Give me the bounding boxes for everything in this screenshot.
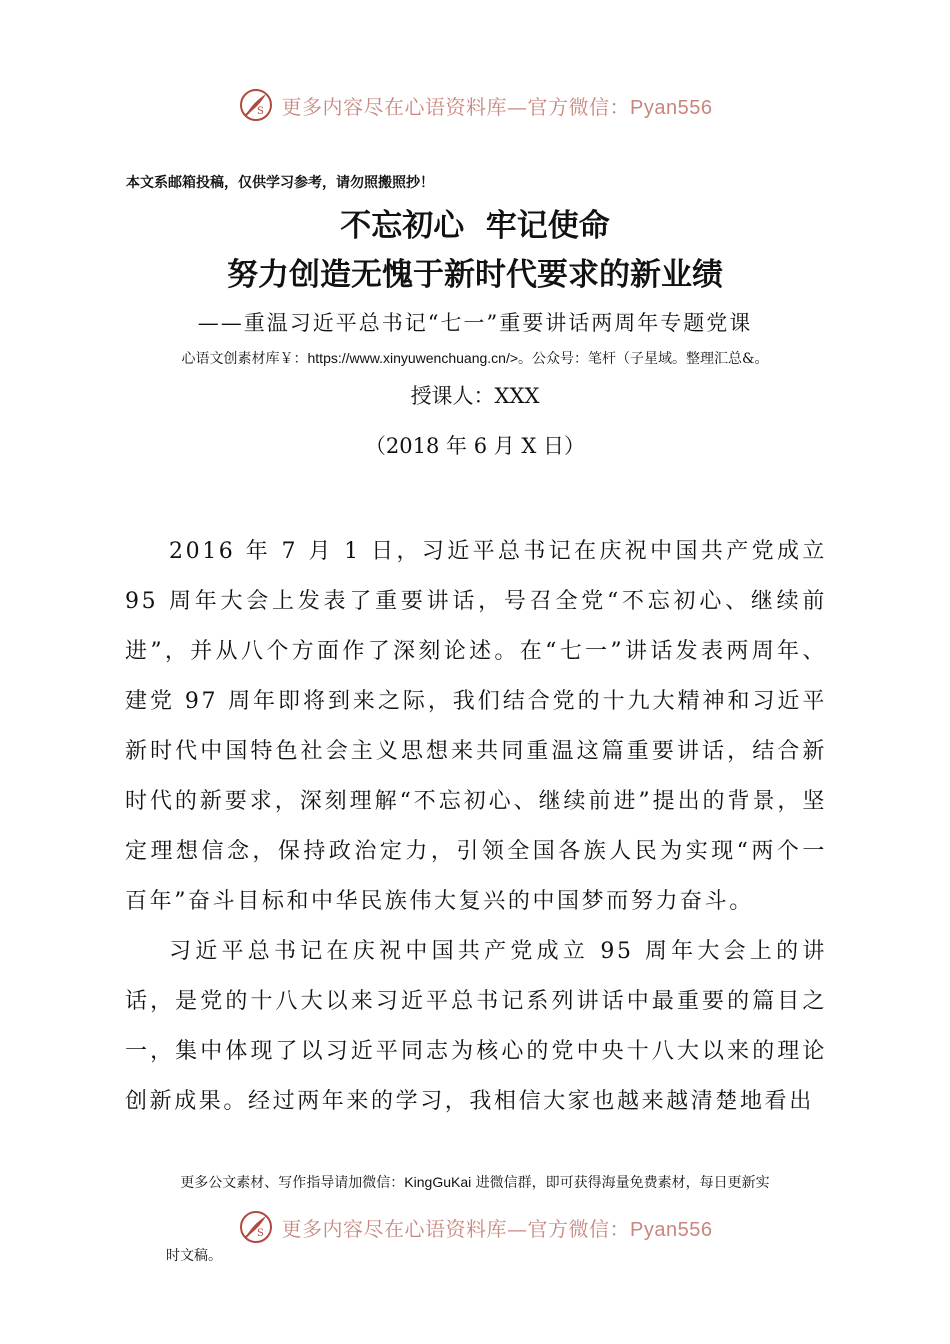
source-url: https://www.xinyuwenchuang.cn/> (307, 350, 519, 366)
lecturer: 授课人：XXX (410, 384, 540, 408)
title-line-1: 不忘初心 牢记使命 (340, 208, 610, 244)
source-line: 心语文创素材库￥：https://www.xinyuwenchuang.cn/>。公众号：笔杆（子星域。整理汇总&。 (181, 350, 769, 367)
footer-wechat-id: KingGuKai (404, 1174, 472, 1190)
svg-text:S: S (256, 106, 264, 117)
watermark-text: 更多内容尽在心语资料库—官方微信：Pyan556 (281, 1216, 713, 1241)
watermark-text: 更多内容尽在心语资料库—官方微信：Pyan556 (281, 94, 713, 119)
subtitle: ——重温习近平总书记“七一”重要讲话两周年专题党课 (197, 311, 753, 335)
svg-text:S: S (256, 1228, 264, 1239)
footer-note-tail: 时文稿。 (166, 1248, 222, 1264)
paragraph: 2016 年 7 月 1 日，习近平总书记在庆祝中国共产党成立 95 周年大会上发表了重要讲话，号召全党“不忘初心、继续前进”，并从八个方面作了深刻论述。在“七一”讲话发表两周年、建党 97 周年即将到来之际，我们结合党的十九大精神和习近平新时代中国特色社会主义思想来共同重温这篇重要讲话，结合新时代的新要求，深刻理解“不忘初心、继续前进”提出的背景，坚定理想信念，保持政治定力，引领全国各族人民为实现“两个一百年”奋斗目标和中华民族伟大复兴的中国梦而努力奋斗。 (125, 539, 827, 914)
title-line-2: 努力创造无愧于新时代要求的新业绩 (227, 257, 723, 293)
watermark-footer (0, 1207, 950, 1247)
watermark-header (0, 85, 950, 125)
footer-note: 更多公文素材、写作指导请加微信：KingGuKai 进微信群，即可获得海量免费素材，每日更新实 (180, 1174, 770, 1191)
body-text (125, 527, 827, 1127)
feather-pen-circle-icon (238, 1209, 274, 1245)
submission-notice: 本文系邮箱投稿，仅供学习参考，请勿照搬照抄！ (126, 175, 434, 191)
paragraph: 习近平总书记在庆祝中国共产党成立 95 周年大会上的讲话，是党的十八大以来习近平总书记系列讲话中最重要的篇目之一，集中体现了以习近平同志为核心的党中央十八大以来的理论创新成果。经过两年来的学习，我相信大家也越来越清楚地看出 (125, 939, 827, 1114)
feather-pen-circle-icon (238, 87, 274, 123)
lecture-date: （2018 年 6 月 X 日） (364, 434, 586, 458)
